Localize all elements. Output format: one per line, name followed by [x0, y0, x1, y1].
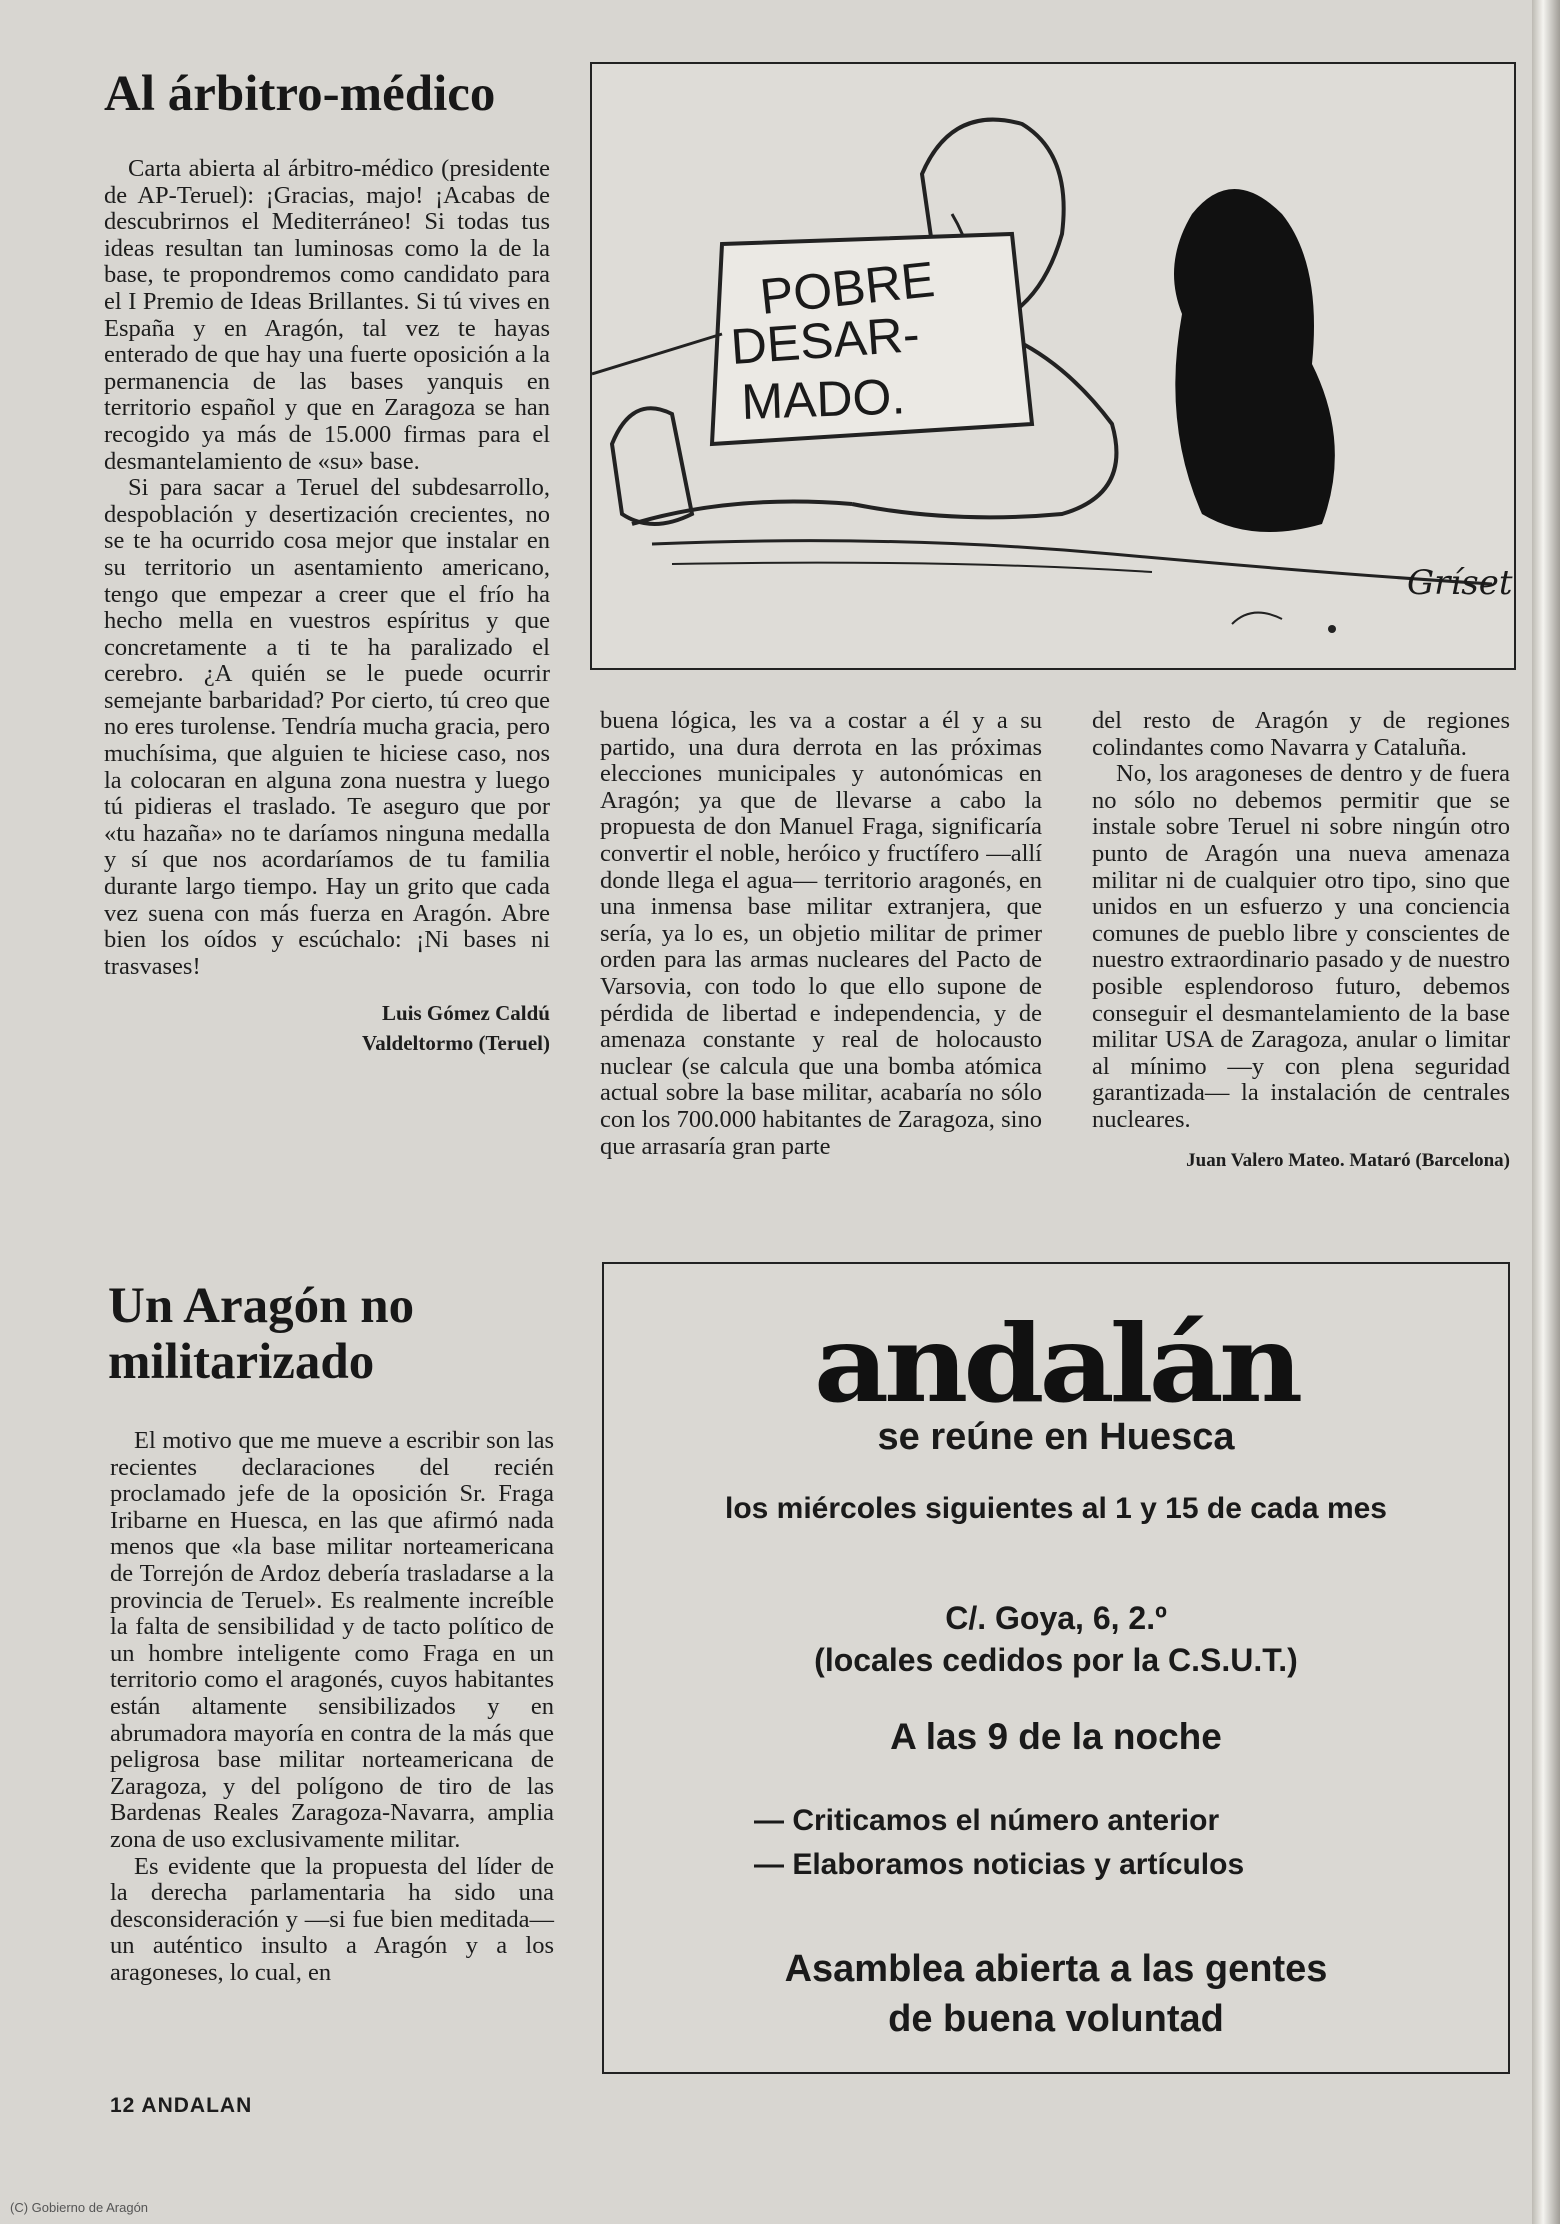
article2-column-3-text	[1092, 708, 1510, 1134]
article-al-arbitro-medico	[104, 66, 550, 1058]
paragraph: buena lógica, les va a costar a él y a su partido, una dura derrota en las próximas elecciones municipales y autonómicas en Aragón; ya que de llevarse a cabo la propuesta de don Manuel Fraga, significaría convertir el noble, heróico y fructífero —allí donde llega el agua— territorio aragonés, en una inmensa base militar extranjera, que sería, ya lo es, un objetio militar de primer orden para las armas nucleares del Pacto de Varsovia, con todo lo que ello supone de pérdida de libertad e independencia, y de amenaza constante y real de holocausto nuclear (se calcula que una bomba atómica actual sobre la base militar, acabaría no sólo con los 700.000 habitantes de Zaragoza, sino que arrasaría gran parte	[600, 707, 1042, 1160]
cartoon-sign-line-3: MADO.	[740, 368, 907, 430]
ad-line-schedule: los miércoles siguientes al 1 y 15 de cada mes	[724, 1492, 1387, 1525]
ad-line-address: C/. Goya, 6, 2.º	[945, 1600, 1167, 1636]
ad-item-elaborate: — Elaboramos noticias y artículos	[754, 1848, 1245, 1881]
article-un-aragon-no-militarizado-title	[108, 1278, 548, 1390]
cartoon-sign-line-1: POBRE	[757, 250, 938, 325]
ad-line-venue: (locales cedidos por la C.S.U.T.)	[814, 1642, 1298, 1678]
signature-place: Valdeltormo (Teruel)	[361, 1031, 550, 1056]
page-number: 12	[110, 2094, 136, 2117]
andalan-logo: andalán	[813, 1301, 1299, 1427]
article-title-line-2: militarizado	[108, 1334, 375, 1390]
page-edge	[1532, 0, 1560, 2224]
ad-closing-line-1: Asamblea abierta a las gentes	[784, 1948, 1328, 1990]
cartoon-illustration	[592, 64, 1514, 668]
paragraph: del resto de Aragón y de regiones colindantes como Navarra y Cataluña.	[1092, 707, 1510, 761]
article2-column-1	[110, 1428, 554, 1986]
ad-line-time: A las 9 de la noche	[890, 1716, 1222, 1757]
page-footer	[110, 2094, 252, 2118]
signature-name: Luis Gómez Caldú	[381, 1001, 550, 1026]
signature	[104, 998, 550, 1058]
ad-line-meeting: se reúne en Huesca	[877, 1416, 1235, 1458]
paragraph: Si para sacar a Teruel del subdesarrollo, despoblación y desertización crecientes, no se te ha ocurrido cosa mejor que instalar en su territorio un asentamiento americano, tengo que empezar a creer que el frío ha hecho mella en vuestros espíritus y que concretamente a ti te ha paralizado el cerebro. ¿A quién se le puede ocurrir semejante barbaridad? Por cierto, tú creo que no eres turolense. Tendría mucha gracia, pero muchísima, que alguien te hiciese caso, nos la colocaran en alguna zona nuestra y luego tú pidieras el traslado. Te aseguro que por «tu hazaña» no te daríamos ninguna medalla y sí que nos acordaríamos de tu familia durante largo tiempo. Hay un grito que cada vez suena con más fuerza en Aragón. Abre bien los oídos y escúchalo: ¡Ni bases ni trasvases!	[104, 474, 550, 980]
paragraph: Carta abierta al árbitro-médico (presidente de AP-Teruel): ¡Gracias, majo! ¡Acabas de descubrirnos el Mediterráneo! Si todas tus ideas resultan tan luminosas como la de la base, te propondremos como candidato para el I Premio de Ideas Brillantes. Si tú vives en España y en Aragón, tal vez te hayas enterado de que hay una fuerte oposición a la permanencia de las bases yanquis en territorio español y que en Zaragoza se han recogido ya más de 15.000 firmas para el desmantelamiento de «su» base.	[104, 155, 550, 475]
cartoon	[590, 62, 1516, 670]
article2-column-3	[1092, 708, 1510, 1176]
signature: Juan Valero Mateo. Mataró (Barcelona)	[1186, 1149, 1510, 1171]
cartoon-artist-signature: Gríset	[1407, 563, 1513, 603]
article-title-line-1: Un Aragón no	[108, 1278, 415, 1334]
cartoon-sign-line-2: DESAR-	[728, 305, 922, 375]
andalan-advertisement	[602, 1262, 1510, 2074]
article2-column-2	[600, 708, 1042, 1160]
ad-item-criticize: — Criticamos el número anterior	[754, 1804, 1220, 1837]
article-body	[104, 156, 550, 980]
paragraph: El motivo que me mueve a escribir son las recientes declaraciones del recién proclamado jefe de la oposición Sr. Fraga Iribarne en Huesca, en las que afirmó nada menos que «la base militar norteamericana de Torrejón de Ardoz debería trasladarse a la provincia de Teruel». Es realmente increíble la falta de sensibilidad y de tacto político de un hombre inteligente como Fraga en un territorio como el aragonés, cuyos habitantes están altamente sensibilizados y en abrumadora mayoría en contra de la más que peligrosa base militar norteamericana de Zaragoza, y del polígono de tiro de las Bardenas Reales Zaragoza-Navarra, amplia zona de uso exclusivamente militar.	[110, 1427, 554, 1853]
copyright-notice: (C) Gobierno de Aragón	[10, 2200, 149, 2215]
article-title: Al árbitro-médico	[104, 66, 496, 122]
publication-name: ANDALAN	[141, 2094, 253, 2117]
paragraph: No, los aragoneses de dentro y de fuera no sólo no debemos permitir que se instale sobre Teruel ni sobre ningún otro punto de Aragón una nueva amenaza militar ni de cualquier otro tipo, sino que unidos en un esfuerzo y una conciencia comunes de pueblo libre y conscientes de nuestro extraordinario pasado y de nuestro posible esplendoroso futuro, debemos conseguir el desmantelamiento de la base militar USA de Zaragoza, anular o limitar al mínimo —y con plena seguridad garantizada— la instalación de centrales nucleares.	[1092, 760, 1510, 1133]
ad-closing-line-2: de buena voluntad	[888, 1998, 1224, 2040]
paragraph: Es evidente que la propuesta del líder de la derecha parlamentaria ha sido una desconsideración y —si fue bien meditada— un auténtico insulto a Aragón y a los aragoneses, lo cual, en	[110, 1852, 554, 1986]
